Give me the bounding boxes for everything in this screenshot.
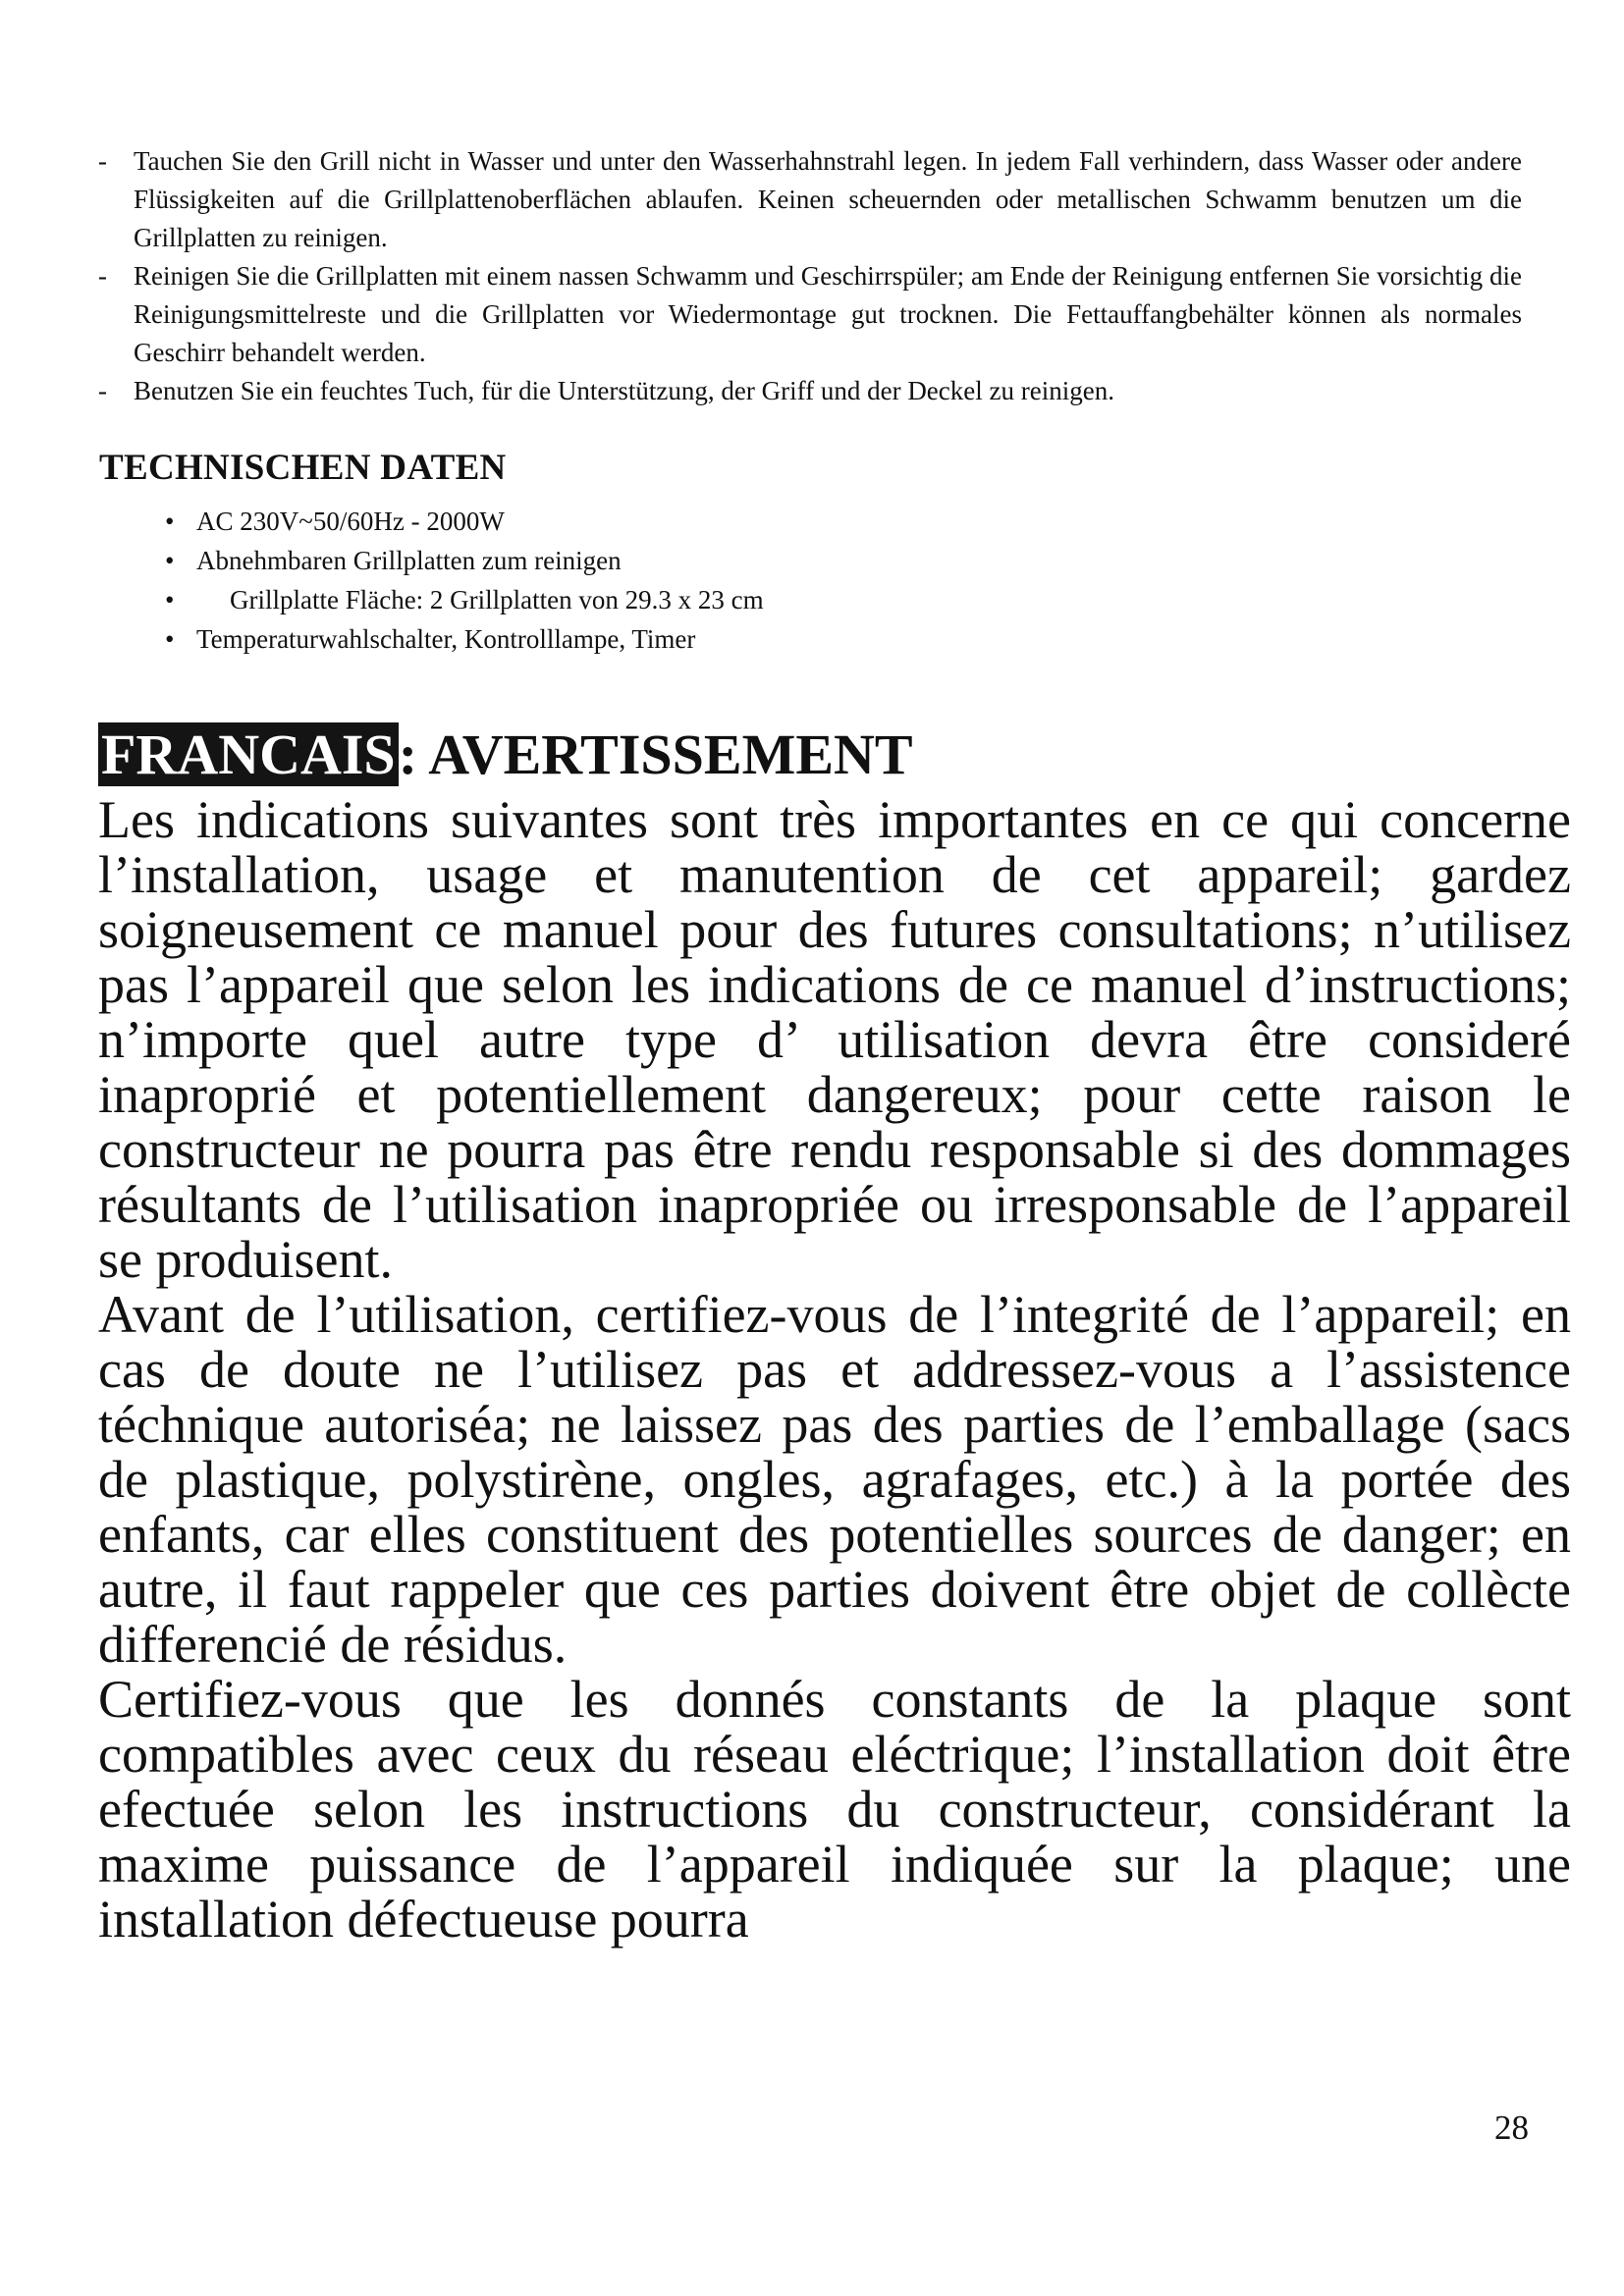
- list-item-text: Grillplatte Fläche: 2 Grillplatten von 29.3 x 23 cm: [230, 585, 764, 614]
- list-item-text: AC 230V~50/60Hz - 2000W: [196, 507, 505, 536]
- list-item: [165, 541, 1147, 580]
- language-badge: FRANCAIS: [98, 722, 399, 786]
- bullet-icon: •: [165, 624, 175, 654]
- page-number: 28: [1494, 2109, 1529, 2147]
- paragraph: Certifiez-vous que les donnés constants de la plaque sont compatibles avec ceux du réseau eléctrique; l’installation doit être efectuée selon les instructions du constructeur, considérant la maxime puissance de l’appareil indiquée sur la plaque; une installation défectueuse pourra: [98, 1670, 1571, 1949]
- list-item-text: Temperaturwahlschalter, Kontrolllampe, Timer: [196, 624, 696, 654]
- section-title: : AVERTISSEMENT: [398, 722, 913, 786]
- bullet-icon: •: [165, 507, 175, 536]
- dash-marker: -: [98, 261, 107, 291]
- bullet-icon: •: [165, 585, 175, 614]
- list-item: [165, 619, 1147, 659]
- list-item: [165, 580, 1147, 619]
- french-section-heading: [98, 721, 913, 789]
- bullet-icon: •: [165, 546, 175, 575]
- list-item-text: Benutzen Sie ein feuchtes Tuch, für die Unterstützung, der Griff und der Deckel zu reinigen.: [134, 376, 1114, 405]
- list-item-text: Reinigen Sie die Grillplatten mit einem nassen Schwamm und Geschirrspüler; am Ende der Reinigung entfernen Sie vorsichtig die Reinigungsmittelreste und die Grillplatten vor Wiedermontage gut trocknen. Die Fettauffangbehälter können als normales Geschirr behandelt werden.: [134, 261, 1522, 367]
- list-item: [98, 142, 1522, 257]
- french-warning-body: [98, 792, 1571, 1947]
- list-item: [98, 372, 1522, 410]
- dash-marker: -: [98, 376, 107, 405]
- cleaning-instructions-list: [98, 142, 1522, 410]
- dash-marker: -: [98, 146, 107, 176]
- tech-data-list: [165, 502, 1147, 659]
- paragraph: Avant de l’utilisation, certifiez-vous de l’integrité de l’appareil; en cas de doute ne l’utilisez pas et addressez-vous a l’assistence téchnique autoriséa; ne laissez pas des parties de l’emballage (sacs de plastique, polystirène, ongles, agrafages, etc.) à la portée des enfants, car elles constituent des potentielles sources de danger; en autre, il faut rappeler que ces parties doivent être objet de collècte differencié de résidus.: [98, 1285, 1571, 1674]
- tech-data-heading: TECHNISCHEN DATEN: [99, 448, 507, 488]
- paragraph: Les indications suivantes sont très importantes en ce qui concerne l’installation, usage et manutention de cet appareil; gardez soigneusement ce manuel pour des futures consultations; n’utilisez pas l’appareil que selon les indications de ce manuel d’instructions; n’importe quel autre type d’ utilisation devra être consideré inaproprié et potentiellement dangereux; pour cette raison le constructeur ne pourra pas être rendu responsable si des dommages résultants de l’utilisation inapropriée ou irresponsable de l’appareil se produisent.: [98, 790, 1571, 1289]
- list-item-text: Tauchen Sie den Grill nicht in Wasser und unter den Wasserhahnstrahl legen. In jedem Fall verhindern, dass Wasser oder andere Flüssigkeiten auf die Grillplattenoberflächen ablaufen. Keinen scheuernden oder metallischen Schwamm benutzen um die Grillplatten zu reinigen.: [134, 146, 1522, 252]
- list-item-text: Abnehmbaren Grillplatten zum reinigen: [196, 546, 622, 575]
- list-item: [165, 502, 1147, 541]
- list-item: [98, 257, 1522, 372]
